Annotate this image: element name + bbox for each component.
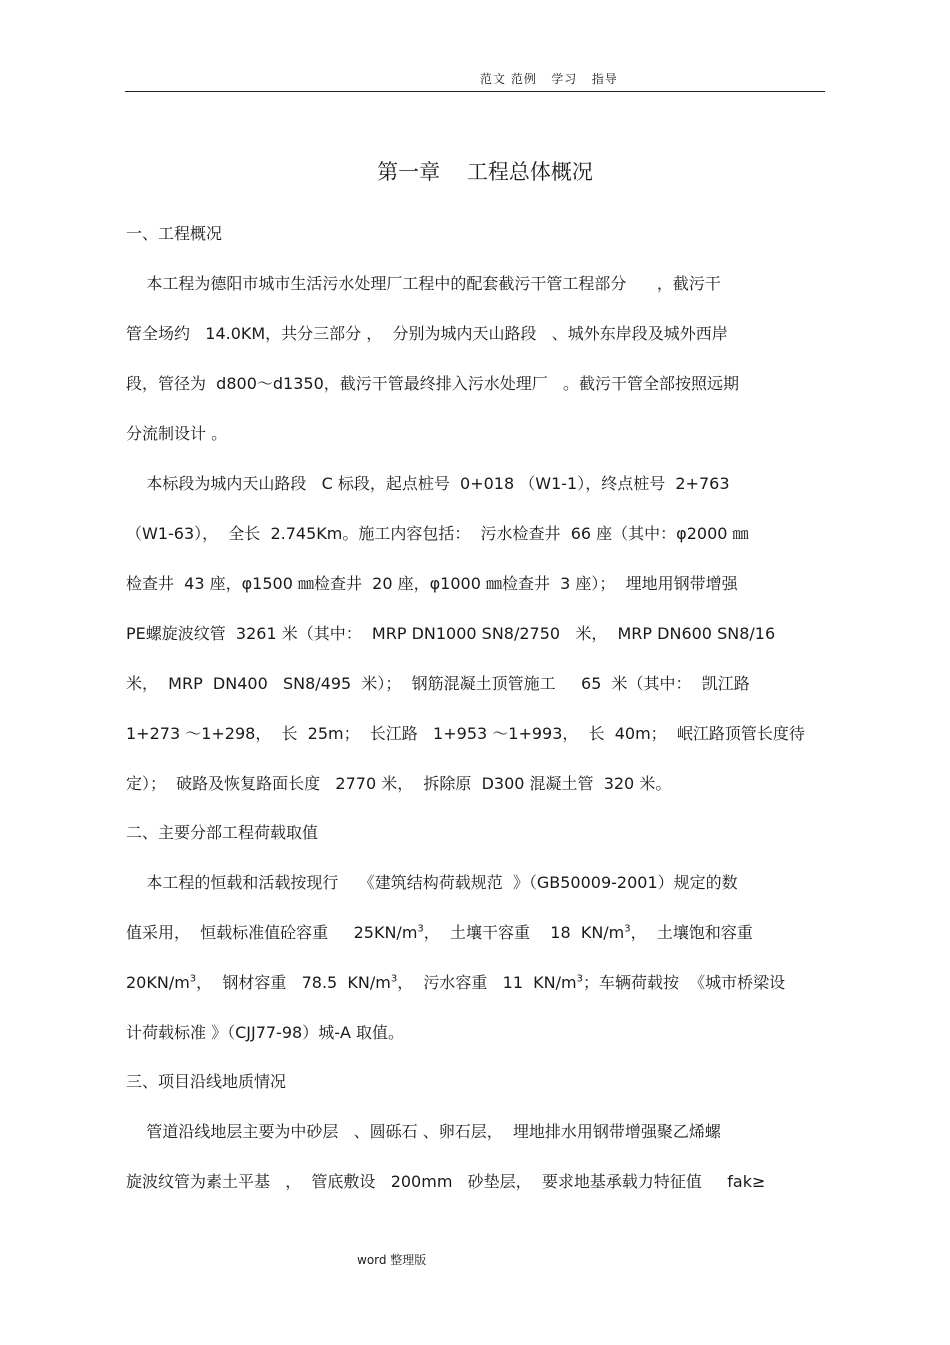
line-segment: ， 土壤饱和容重 [630,923,753,942]
superscript: 3 [417,923,424,935]
paragraph-line: 米， MRP DN400 SN8/495 米）； 钢筋混凝土顶管施工 65 米（其中： 凯江路 [126,674,750,693]
line-segment: ， 污水容重 11 KN/m [397,973,577,992]
line-segment: ；车辆荷载按 《城市桥梁设 [583,973,786,992]
paragraph-line: PE螺旋波纹管 3261 米（其中： MRP DN1000 SN8/2750 米， MRP DN600 SN8/16 [126,624,776,643]
paragraph-line [126,973,826,993]
paragraph-line: 定）； 破路及恢复路面长度 2770 米， 拆除原 D300 混凝土管 320 米。 [126,774,672,793]
line-segment: 20KN/m [126,973,190,992]
paragraph-line: 本工程为德阳市城市生活污水处理厂工程中的配套截污干管工程部分 ，截污干 [126,274,721,293]
header-divider [125,91,825,92]
line-segment: ， 土壤干容重 18 KN/m [423,923,625,942]
page-footer: word 整理版 [357,1253,427,1267]
section-heading-2: 二、主要分部工程荷载取值 [126,823,319,842]
paragraph-line [126,923,826,943]
paragraph-line: 管全场约 14.0KM，共分三部分 ， 分别为城内天山路段 、城外东岸段及城外西岸 [126,324,728,343]
paragraph-line: 计荷载标准 》（CJJ77-98）城-A 取值。 [126,1023,404,1042]
section-heading-1: 一、工程概况 [126,224,223,243]
page-header: 范文 范例 学习 指导 [480,72,618,86]
paragraph-line: 本标段为城内天山路段 C 标段，起点桩号 0+018 （W1-1），终点桩号 2+763 [126,474,730,493]
section-heading-3: 三、项目沿线地质情况 [126,1072,287,1091]
paragraph-line: 管道沿线地层主要为中砂层 、圆砾石 、卵石层， 埋地排水用钢带增强聚乙烯螺 [126,1122,721,1141]
superscript: 3 [624,923,631,935]
paragraph-line: 本工程的恒载和活载按现行 《建筑结构荷载规范 》（GB50009-2001）规定的数 [126,873,738,892]
line-segment: ， 钢材容重 78.5 KN/m [196,973,391,992]
line-segment: 值采用， 恒载标准值砼容重 25KN/m [126,923,418,942]
chapter-title: 第一章 工程总体概况 [377,160,593,184]
paragraph-line: 旋波纹管为素土平基 ， 管底敷设 200mm 砂垫层， 要求地基承载力特征值 fak≥ [126,1172,766,1191]
superscript: 3 [189,973,197,985]
paragraph-line: 1+273 ～1+298， 长 25m； 长江路 1+953 ～1+993， 长 40m； 岷江路顶管长度待 [126,724,805,743]
paragraph-line: （W1-63）， 全长 2.745Km。施工内容包括： 污水检查井 66 座（其中：φ2000 ㎜ [126,524,749,543]
paragraph-line: 段，管径为 d800～d1350，截污干管最终排入污水处理厂 。截污干管全部按照远期 [126,374,740,393]
paragraph-line: 检查井 43 座，φ1500 ㎜检查井 20 座，φ1000 ㎜检查井 3 座）； 埋地用钢带增强 [126,574,738,593]
superscript: 3 [576,973,583,985]
paragraph-line: 分流制设计 。 [126,424,228,443]
superscript: 3 [390,973,398,985]
